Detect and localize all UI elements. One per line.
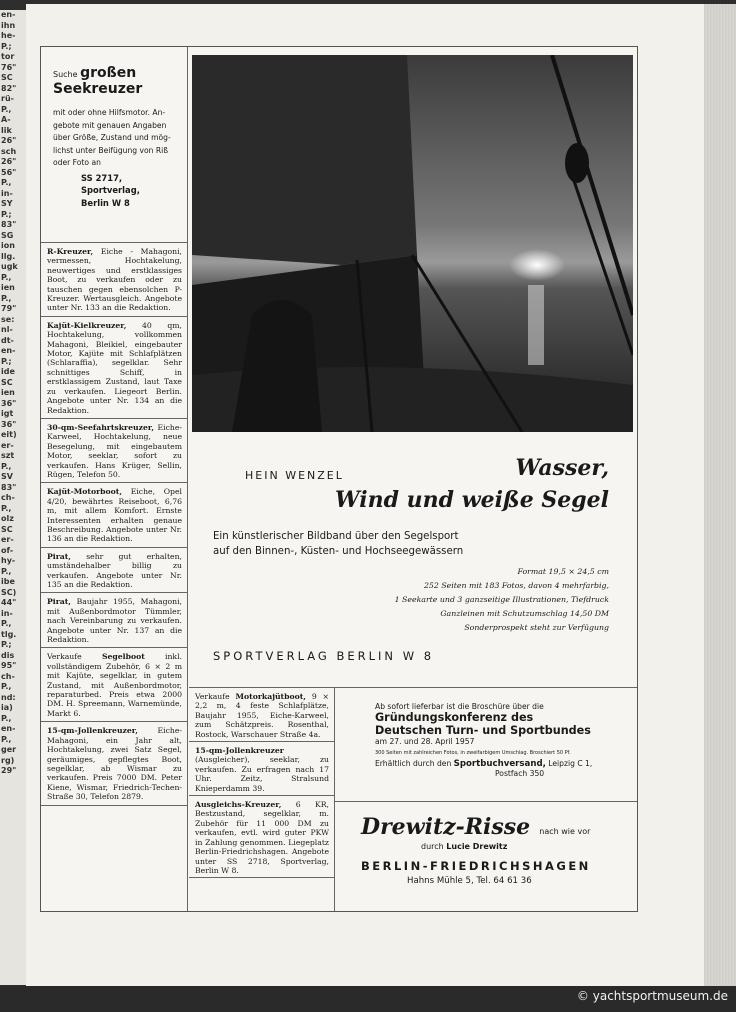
classified-ad-body: inkl. vollständigem Zubehör, 6 × 2 m mit Kajüte, segelklar, in gutem Zustand, mit Außenbordmotor, reparaturbed. Preis etwa 2000 DM. H. Spreemann, Warnemünde, Markt 6. [47,652,182,718]
book-spec-line: 1 Seekarte und 3 ganzseitige Illustrationen, Tiefdruck [394,595,609,604]
book-description-line2: auf den Binnen-, Küsten- und Hochseegewässern [213,546,464,557]
classified-ad-prefix: Verkaufe [47,652,102,662]
facing-page-fragment: 83" [1,220,17,229]
sunset-sail-illustration [192,55,633,432]
facing-page-fragment: he- [1,31,16,40]
classified-ad-body: sehr gut erhalten, umständehalber billig zu verkaufen. Angebote unter Nr. 135 an die Redaktion. [47,551,182,589]
search-ad-body-line: gebote mit genauen Angaben [53,120,167,130]
facing-page-fragment: nl- [1,325,13,334]
facing-page-fragment: 56" [1,167,17,177]
book-title-line1: Wasser, [515,455,609,481]
facing-page-fragment: in- [1,608,13,618]
classified-ad-heading: Kajüt-Kielkreuzer, [47,320,127,330]
facing-page-fragment: 79" [1,304,17,313]
brochure-details: 300 Seiten mit zahlreichen Fotos, in zweifarbigem Umschlag. Broschiert 50 Pf. [375,750,571,756]
middle-column [189,688,335,911]
search-ad-body-line: mit oder ohne Hilfsmotor. An- [53,108,166,117]
facing-page-fragment: SC [1,377,13,387]
facing-page-fragment: P., [1,503,12,513]
facing-page-fragment: P.; [1,356,12,366]
facing-page-fragment: P., [1,293,12,303]
classified-ad [41,483,187,547]
book-spec-line: Ganzleinen mit Schutzumschlag 14,50 DM [440,609,609,618]
facing-page-fragment: ide [1,367,15,376]
facing-page-fragment: SG [1,230,14,240]
facing-page-fragment: 29" [1,766,17,775]
sailing-photo [192,55,633,432]
drewitz-address: Hahns Mühle 5, Tel. 64 61 36 [407,876,532,886]
classified-ad [41,419,187,483]
brochure-intro: Ab sofort lieferbar ist die Broschüre über die [375,702,544,711]
facing-page-fragment: P.; [1,640,12,649]
right-bottom-ads [335,688,637,911]
facing-page-edge [0,10,26,985]
facing-page-fragment: SC [1,524,13,534]
classified-ad [41,593,187,648]
classified-ad-body: Eiche-Karweel, Hochtakelung, neue Besegelung, mit eingebautem Motor, seeklar, sofort zu verkaufen. Hans Krüger, Sellin, Rügen, Telefon 50. [47,422,182,479]
facing-page-fragment: igt [1,409,14,418]
facing-page-fragment: ugk [1,262,18,271]
drewitz-by-name: Lucie Drewitz [446,842,508,851]
facing-page-fragment: in- [1,188,13,198]
drewitz-by [421,842,631,851]
facing-page-fragment: dis [1,650,15,660]
facing-page-fragment: en- [1,10,16,19]
watermark: © yachtsportmuseum.de [576,989,728,1003]
drewitz-logo: Drewitz-Risse [361,814,531,840]
facing-page-fragment: ien [1,283,15,292]
classified-ad [41,648,187,722]
facing-page-fragment: 83" [1,482,17,492]
facing-page-fragment: 26" [1,136,17,145]
classified-ad-heading: Pirat, [47,597,71,607]
classified-ad [189,742,334,796]
classified-ad-heading: Motorkajütboot, [235,692,306,701]
search-ad [41,47,187,243]
facing-page-fragment: SY [1,199,13,208]
facing-page-fragment: eit) [1,430,17,439]
classified-ad-body: (Ausgleicher), seeklar, zu verkaufen. Zu erfragen nach 17 Uhr. Zeitz, Stralsund Knieperdamm 39. [195,755,329,793]
search-ad-headline2: Seekreuzer [53,81,143,97]
search-ad-body-line: oder Foto an [53,158,101,167]
facing-page-fragment: lik [1,125,12,135]
facing-page-fragment: tlg. [1,629,17,639]
facing-page-fragment: 44" [1,598,17,607]
facing-page-fragment: olz [1,514,14,523]
search-ad-address [81,172,181,210]
facing-page-fragment: 95" [1,661,17,670]
classified-ad-heading: Segelboot [101,652,145,662]
classified-ad [41,548,187,594]
classified-ad-body: Eiche, Opel 4/20, bewährtes Reiseboot, 6,76 m, mit allem Komfort. Ernste Interessenten erhalten genaue Beschreibung. Angebote unter Nr. 136 an die Redaktion. [47,487,182,544]
facing-page-fragment: P., [1,566,12,576]
facing-page-fragment: P.; [1,209,12,219]
facing-page-fragment: P., [1,713,12,723]
book-spec-line: 252 Seiten mit 183 Fotos, davon 4 mehrfarbig, [423,581,609,590]
facing-page-fragment: ien [1,388,15,397]
classified-ad [189,688,334,742]
facing-page-fragment: ch- [1,671,15,681]
facing-page-fragment: 76" [1,62,17,72]
book-author: HEIN WENZEL [245,469,344,482]
facing-page-fragment: 82" [1,83,17,93]
brochure-title-line2: Deutschen Turn- und Sportbundes [375,724,591,737]
facing-page-fragment: se: [1,314,15,324]
book-description [213,529,463,559]
brochure-title-line1: Gründungskonferenz des [375,711,534,724]
facing-page-fragment: er- [1,440,14,450]
brochure-postbox: Postfach 350 [495,769,545,778]
classified-ad-body: Eiche-Mahagoni, ein Jahr alt, Hochtakelung, zwei Satz Segel, geräumiges, gepflegtes Boot, segelklar, ab Wismar zu verkaufen. Preis 7000 DM. Peter Kiene, Wismar, Friedrich-Techen-Straße 30, Telefon 2879. [47,726,182,802]
search-ad-body-line: lichst unter Beifügung von Riß [53,145,169,155]
classified-ad-prefix: Verkaufe [195,692,236,701]
classified-ad-heading: Kajüt-Motorboot, [47,487,122,497]
classified-ad-heading: Pirat, [47,551,71,561]
facing-page-fragment: llg. [1,251,16,261]
facing-page-fragment: ion [1,241,15,250]
brochure-ad [335,688,637,802]
facing-page-fragment: P.; [1,41,12,51]
facing-page-fragment: rg) [1,755,15,765]
facing-page-fragment: ch- [1,493,15,502]
facing-page-fragment: 36" [1,419,17,429]
search-ad-address-line: SS 2717, [81,172,123,183]
facing-page-fragment: nd: [1,692,16,702]
search-ad-prefix: Suche [53,70,78,79]
facing-page-fragment: SC [1,73,13,82]
availability-prefix: Erhältlich durch den [375,759,454,768]
drewitz-ad [335,802,637,886]
classified-ad-body: Baujahr 1955, Mahagoni, mit Außenbordmotor Tümmler, nach Vereinbarung zu verkaufen. Angebote unter Nr. 137 an die Redaktion. [47,597,182,645]
book-title-line2: Wind und weiße Segel [334,487,609,513]
search-ad-address-line: Berlin W 8 [81,197,130,208]
facing-page-fragment: en- [1,724,16,733]
classified-ad-body: 40 qm, Hochtakelung, vollkommen Mahagoni, Bleikiel, eingebauter Motor, Kajüte mit Schlafplätzen (Schlaraffia), segelklar. Sehr schnittiges Schiff, in erstklassigem Zustand, laut Taxe zu verkaufen. Liegeort Berlin. Angebote unter Nr. 134 an die Redaktion. [47,320,182,415]
drewitz-city: BERLIN-FRIEDRICHSHAGEN [361,859,591,873]
search-ad-address-line: Sportverlag, [81,185,140,195]
availability-name: Sportbuchversand, [453,759,546,769]
advertisement-frame [40,46,638,912]
brochure-availability [375,759,631,769]
facing-page-fragment: SV [1,472,13,481]
facing-page-fragment: en- [1,346,16,355]
book-specs [395,565,609,635]
brochure-date: am 27. und 28. April 1957 [375,737,475,746]
book-spec-line: Format 19,5 × 24,5 cm [517,567,609,576]
book-publisher: SPORTVERLAG BERLIN W 8 [213,649,435,663]
classified-ad-body: 9 × 2,2 m, 4 feste Schlafplätze, Baujahr 1955, Eiche-Karweel, zum Schätzpreis. Rosenthal, Rostock, Warschauer Straße 4a. [195,692,329,739]
facing-page-fragment: P., [1,272,12,282]
classified-ad [41,317,187,419]
classified-ad [189,796,334,878]
book-spec-line: Sonderprospekt steht zur Verfügung [464,623,609,632]
book-page-edges [704,4,736,988]
facing-page-fragment: er- [1,535,14,544]
facing-page-fragment: 26" [1,157,17,166]
facing-page-fragment: ihn [1,20,16,30]
facing-page-fragment: of- [1,545,14,555]
classified-ad-body: Eiche - Mahagoni, vermessen, Hochtakelung, neuwertiges und erstklassiges Boot, zu verkaufen oder zu tauschen gegen ebensolchen P-Kreuzer. Wertausgleich. Angebote unter Nr. 133 an die Redaktion. [47,247,182,313]
facing-page-fragment: ibe [1,577,15,586]
facing-page-fragment: P., [1,682,12,691]
drewitz-note: nach wie vor [539,827,591,836]
classified-ad [41,243,187,317]
facing-page-fragment: sch [1,146,17,156]
search-ad-headline1: großen [80,65,137,81]
classified-ad-body: 6 KR, Bestzustand, segelklar, m. Zubehör für 11 000 DM zu verkaufen, evtl. wird guter PKW in Zahlung genommen. Liegeplatz Berlin-Friedrichshagen. Angebote unter SS 2718, Sportverlag, Berlin W 8. [195,800,329,875]
facing-page-fragment: A- [1,115,11,124]
classified-ad-heading: R-Kreuzer, [47,247,94,256]
classified-ad-heading: 15-qm-Jollenkreuzer [195,746,284,756]
facing-page-fragment: 36" [1,398,17,408]
drewitz-by-prefix: durch [421,842,447,851]
classified-ad-heading: 15-qm-Jollenkreuzer, [47,726,138,736]
facing-page-fragment: P., [1,178,12,187]
left-column [41,47,188,911]
facing-page-fragment: P., [1,104,12,114]
classified-ad [41,722,187,805]
search-ad-body-line: über Größe, Zustand und mög- [53,133,171,142]
facing-page-fragment: szt [1,451,15,460]
facing-page-fragment: P., [1,734,12,744]
classified-ad-heading: 30-qm-Seefahrtskreuzer, [47,422,155,432]
facing-page-fragment: rü- [1,94,14,103]
facing-page-fragment: dt- [1,335,14,345]
facing-page-fragment: hy- [1,556,16,565]
classifieds-left [41,243,187,806]
facing-page-fragment: P., [1,619,12,628]
book-description-line1: Ein künstlerischer Bildband über den Segelsport [213,531,459,542]
facing-page-fragment: ger [1,745,17,754]
book-advertisement [189,437,637,688]
facing-page-fragment: SC) [1,587,17,597]
search-ad-body [53,107,181,170]
availability-city: Leipzig C 1, [545,759,593,768]
facing-page-fragment: tor [1,52,15,61]
facing-page-fragment: P., [1,461,12,471]
facing-page-fragment: ia) [1,703,13,712]
classified-ad-heading: Ausgleichs-Kreuzer, [195,800,282,810]
